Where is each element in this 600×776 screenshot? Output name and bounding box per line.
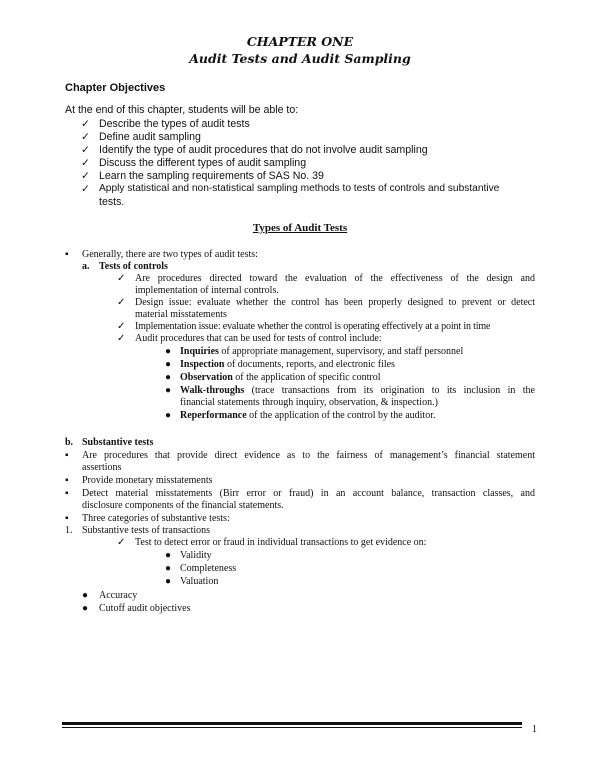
footer-rule — [62, 722, 522, 725]
objective-text: Learn the sampling requirements of SAS No. 39 — [99, 170, 324, 182]
substantive-bullet: Three categories of substantive tests: — [82, 513, 230, 524]
procedure-term: Reperformance — [180, 410, 247, 421]
procedure-term: Inquiries — [180, 346, 219, 357]
objective-item — [81, 183, 90, 196]
check-icon: ✓ — [81, 131, 90, 143]
bullet-icon: ● — [82, 590, 89, 601]
objective-text: Apply statistical and non-statistical sampling methods to tests of controls and substantive — [99, 183, 500, 194]
bullet-icon: ▪ — [65, 513, 69, 524]
objective-text-cont: tests. — [99, 196, 125, 208]
objective-item — [81, 118, 90, 131]
check-item: Design issue: evaluate whether the control has been properly designed to prevent or detect — [135, 297, 535, 308]
procedure-desc: of documents, reports, and electronic files — [224, 359, 395, 370]
check-icon: ✓ — [81, 170, 90, 182]
bullet-icon: ● — [165, 372, 172, 383]
bullet-icon: ▪ — [65, 249, 69, 260]
procedure-term: Walk-throughs — [180, 385, 245, 396]
check-item: Test to detect error or fraud in individual transactions to get evidence on: — [135, 537, 427, 548]
check-icon: ✓ — [81, 144, 90, 156]
objective-item — [81, 131, 90, 144]
procedure-desc: (trace transactions from its origination to its inclusion in the — [244, 385, 535, 396]
objective-item — [81, 170, 90, 183]
objective-text: Identify the type of audit procedures that do not involve audit sampling — [99, 144, 428, 156]
check-icon: ✓ — [117, 297, 126, 308]
check-icon: ✓ — [81, 118, 90, 130]
types-intro: Generally, there are two types of audit tests: — [82, 249, 258, 260]
section-b-label: b. — [65, 437, 74, 448]
procedure-item-cont: financial statements through inquiry, observation, & inspection.) — [180, 397, 438, 408]
section-a-label: a. — [82, 261, 90, 272]
sub-item: Valuation — [180, 576, 219, 587]
numbered-item: Substantive tests of transactions — [82, 525, 211, 536]
check-icon: ✓ — [117, 537, 126, 548]
bullet-icon: ● — [165, 576, 172, 587]
substantive-bullet: Detect material misstatements (Birr error or fraud) in an account balance, transaction classes, and — [82, 488, 535, 499]
bullet-icon: ● — [165, 410, 172, 421]
procedure-term: Inspection — [180, 359, 225, 370]
bullet-icon: ● — [165, 550, 172, 561]
sub-item: Completeness — [180, 563, 237, 574]
check-icon: ✓ — [81, 157, 90, 169]
bullet-icon: ▪ — [65, 450, 69, 461]
procedure-desc: of the application of the control by the auditor. — [246, 410, 436, 421]
check-icon: ✓ — [117, 333, 126, 344]
bullet-icon: ● — [165, 346, 172, 357]
procedure-item — [180, 372, 381, 384]
numbered-label: 1. — [65, 525, 73, 536]
check-item: Implementation issue: evaluate whether the control is operating effectively at a point in time — [135, 321, 491, 332]
objective-text: Define audit sampling — [99, 131, 201, 143]
substantive-bullet-cont: assertions — [82, 462, 122, 473]
page-number: 1 — [532, 724, 537, 735]
objective-text: Describe the types of audit tests — [99, 118, 250, 130]
objective-item — [81, 157, 90, 170]
bullet-icon: ▪ — [65, 488, 69, 499]
bullet-icon: ▪ — [65, 475, 69, 486]
objectives-heading: Chapter Objectives — [65, 82, 166, 94]
bullet-icon: ● — [165, 563, 172, 574]
section-a-title: Tests of controls — [99, 261, 168, 272]
procedure-item — [180, 410, 435, 422]
sub-item: Validity — [180, 550, 212, 561]
check-icon: ✓ — [81, 183, 90, 195]
substantive-bullet: Are procedures that provide direct evidence as to the fairness of management’s financial statement — [82, 450, 535, 461]
outer-item: Cutoff audit objectives — [99, 603, 191, 614]
substantive-bullet: Provide monetary misstatements — [82, 475, 213, 486]
chapter-title: Audit Tests and Audit Sampling — [189, 51, 411, 66]
objectives-intro: At the end of this chapter, students will be able to: — [65, 104, 299, 116]
outer-item: Accuracy — [99, 590, 138, 601]
bullet-icon: ● — [165, 359, 172, 370]
substantive-bullet-cont: disclosure components of the financial statements. — [82, 500, 284, 511]
procedure-desc: of appropriate management, supervisory, and staff personnel — [218, 346, 464, 357]
check-item: Audit procedures that can be used for tests of control include: — [135, 333, 382, 344]
procedure-item — [180, 359, 395, 371]
check-item-cont: implementation of internal controls. — [135, 285, 279, 296]
footer-rule-thin — [62, 727, 522, 728]
check-item-cont: material misstatements — [135, 309, 227, 320]
objective-text: Discuss the different types of audit sampling — [99, 157, 307, 169]
check-icon: ✓ — [117, 321, 126, 332]
procedure-desc: of the application of specific control — [232, 372, 381, 383]
objective-item — [81, 144, 90, 157]
section-b-title: Substantive tests — [82, 437, 154, 448]
types-heading: Types of Audit Tests — [252, 222, 348, 234]
procedure-term: Observation — [180, 372, 233, 383]
procedure-item — [180, 346, 463, 358]
bullet-icon: ● — [82, 603, 89, 614]
procedure-item — [180, 385, 535, 397]
chapter-number: CHAPTER ONE — [246, 34, 354, 49]
check-item: Are procedures directed toward the evaluation of the effectiveness of the design and — [135, 273, 535, 284]
bullet-icon: ● — [165, 385, 172, 396]
check-icon: ✓ — [117, 273, 126, 284]
